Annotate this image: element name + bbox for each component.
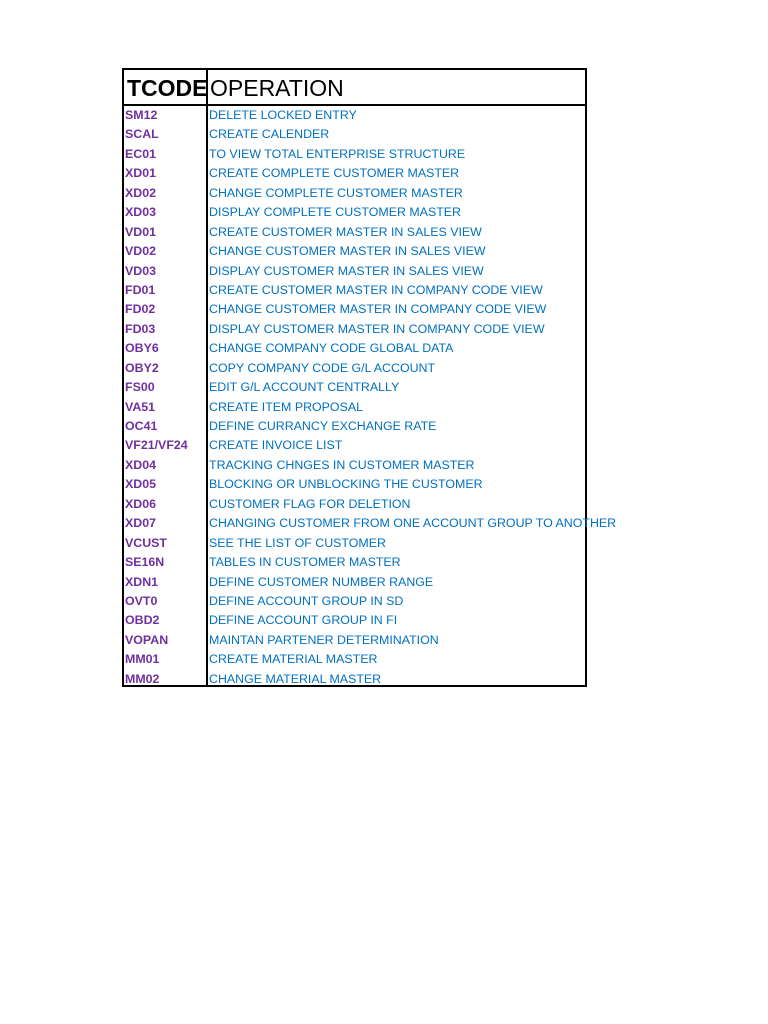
tcode-header: TCODE — [127, 75, 208, 101]
tcode-cell: OBD2 — [125, 613, 160, 628]
table-row — [124, 242, 585, 261]
table-row — [124, 223, 585, 242]
tcode-cell: XD03 — [125, 205, 156, 220]
operation-cell: COPY COMPANY CODE G/L ACCOUNT — [209, 360, 436, 375]
tcode-cell: VD01 — [125, 224, 156, 239]
operation-cell: CREATE MATERIAL MASTER — [209, 652, 378, 667]
tcode-cell: OBY6 — [125, 341, 159, 356]
table-row — [124, 592, 585, 611]
operation-cell: CHANGE COMPANY CODE GLOBAL DATA — [209, 341, 454, 356]
operation-cell: DISPLAY COMPLETE CUSTOMER MASTER — [209, 205, 461, 220]
operation-cell: TRACKING CHNGES IN CUSTOMER MASTER — [209, 457, 475, 472]
tcode-cell: VD03 — [125, 263, 156, 278]
table-row — [124, 514, 617, 533]
table-row — [124, 631, 585, 650]
operation-cell: BLOCKING OR UNBLOCKING THE CUSTOMER — [209, 477, 483, 492]
tcode-cell: MM01 — [125, 652, 160, 667]
tcode-cell: FD02 — [125, 302, 156, 317]
tcode-cell: VOPAN — [125, 632, 169, 647]
table-header-row — [124, 70, 585, 106]
operation-cell: TO VIEW TOTAL ENTERPRISE STRUCTURE — [209, 146, 466, 161]
table-row — [124, 436, 585, 455]
operation-cell: CHANGE CUSTOMER MASTER IN COMPANY CODE VIEW — [209, 302, 547, 317]
table-row — [124, 378, 585, 397]
operation-cell: DEFINE CURRANCY EXCHANGE RATE — [209, 419, 437, 433]
tcode-cell: SE16N — [125, 555, 165, 570]
operation-cell: SEE THE LIST OF CUSTOMER — [209, 535, 386, 550]
table-row — [124, 262, 585, 281]
operation-cell: DEFINE ACCOUNT GROUP IN SD — [209, 593, 404, 608]
operation-header: OPERATION — [210, 75, 344, 101]
table-row — [124, 300, 585, 319]
table-row — [124, 670, 585, 689]
tcode-cell: XD05 — [125, 477, 156, 492]
operation-cell: EDIT G/L ACCOUNT CENTRALLY — [209, 380, 400, 395]
table-row — [124, 320, 585, 339]
tcode-cell: XD04 — [125, 457, 156, 472]
operation-cell: CHANGE MATERIAL MASTER — [209, 671, 382, 686]
tcode-cell: FD01 — [125, 282, 156, 297]
operation-cell: DEFINE CUSTOMER NUMBER RANGE — [209, 574, 434, 589]
operation-cell: CREATE INVOICE LIST — [209, 438, 343, 453]
table-row — [124, 553, 585, 572]
table-row — [124, 359, 585, 378]
operation-cell: CREATE COMPLETE CUSTOMER MASTER — [209, 166, 460, 181]
tcode-cell: VD02 — [125, 244, 156, 259]
tcode-cell: XD02 — [125, 185, 156, 200]
operation-cell: CREATE CUSTOMER MASTER IN COMPANY CODE VIEW — [209, 282, 543, 297]
table-row — [124, 106, 585, 125]
table-row — [124, 475, 585, 494]
tcode-cell: OC41 — [125, 419, 158, 433]
table-row — [124, 339, 585, 358]
operation-cell: CREATE ITEM PROPOSAL — [209, 399, 363, 414]
table-row — [124, 145, 585, 164]
tcode-cell: OBY2 — [125, 360, 159, 375]
table-row — [124, 184, 585, 203]
tcode-cell: EC01 — [125, 146, 156, 161]
operation-cell: CHANGE CUSTOMER MASTER IN SALES VIEW — [209, 244, 486, 259]
table-row — [124, 398, 585, 417]
table-body — [124, 106, 617, 689]
table-row — [124, 611, 585, 630]
tcode-cell: VF21/VF24 — [125, 438, 188, 453]
tcode-cell: SCAL — [125, 127, 159, 142]
operation-cell: DEFINE ACCOUNT GROUP IN FI — [209, 613, 398, 628]
table-row — [124, 456, 585, 475]
tcode-cell: SM12 — [125, 108, 158, 122]
table-row — [124, 495, 585, 514]
operation-cell: DISPLAY CUSTOMER MASTER IN SALES VIEW — [209, 263, 484, 278]
tcode-cell: XDN1 — [125, 574, 159, 589]
table-row — [124, 417, 585, 436]
tcode-cell: VA51 — [125, 399, 156, 414]
operation-cell: CHANGING CUSTOMER FROM ONE ACCOUNT GROUP TO ANOTHER — [209, 516, 617, 531]
tcode-table — [122, 68, 617, 687]
tcode-cell: OVT0 — [125, 593, 158, 608]
table-row — [124, 164, 585, 183]
tcode-cell: MM02 — [125, 671, 160, 686]
operation-cell: CREATE CALENDER — [209, 127, 330, 142]
table-row — [124, 650, 585, 669]
tcode-cell: FS00 — [125, 380, 155, 395]
table-row — [124, 281, 585, 300]
operation-cell: CHANGE COMPLETE CUSTOMER MASTER — [209, 185, 463, 200]
operation-cell: MAINTAN PARTENER DETERMINATION — [209, 632, 439, 647]
table-row — [124, 203, 585, 222]
tcode-cell: XD01 — [125, 166, 156, 181]
table-row — [124, 125, 585, 144]
tcode-cell: VCUST — [125, 535, 167, 550]
tcode-cell: XD07 — [125, 516, 156, 531]
table-row — [124, 534, 585, 553]
operation-cell: CUSTOMER FLAG FOR DELETION — [209, 496, 411, 511]
operation-cell: TABLES IN CUSTOMER MASTER — [209, 555, 401, 570]
tcode-cell: XD06 — [125, 496, 156, 511]
operation-cell: CREATE CUSTOMER MASTER IN SALES VIEW — [209, 224, 482, 239]
operation-cell: DELETE LOCKED ENTRY — [209, 108, 357, 122]
operation-cell: DISPLAY CUSTOMER MASTER IN COMPANY CODE VIEW — [209, 321, 545, 336]
tcode-cell: FD03 — [125, 321, 156, 336]
table-row — [124, 573, 585, 592]
